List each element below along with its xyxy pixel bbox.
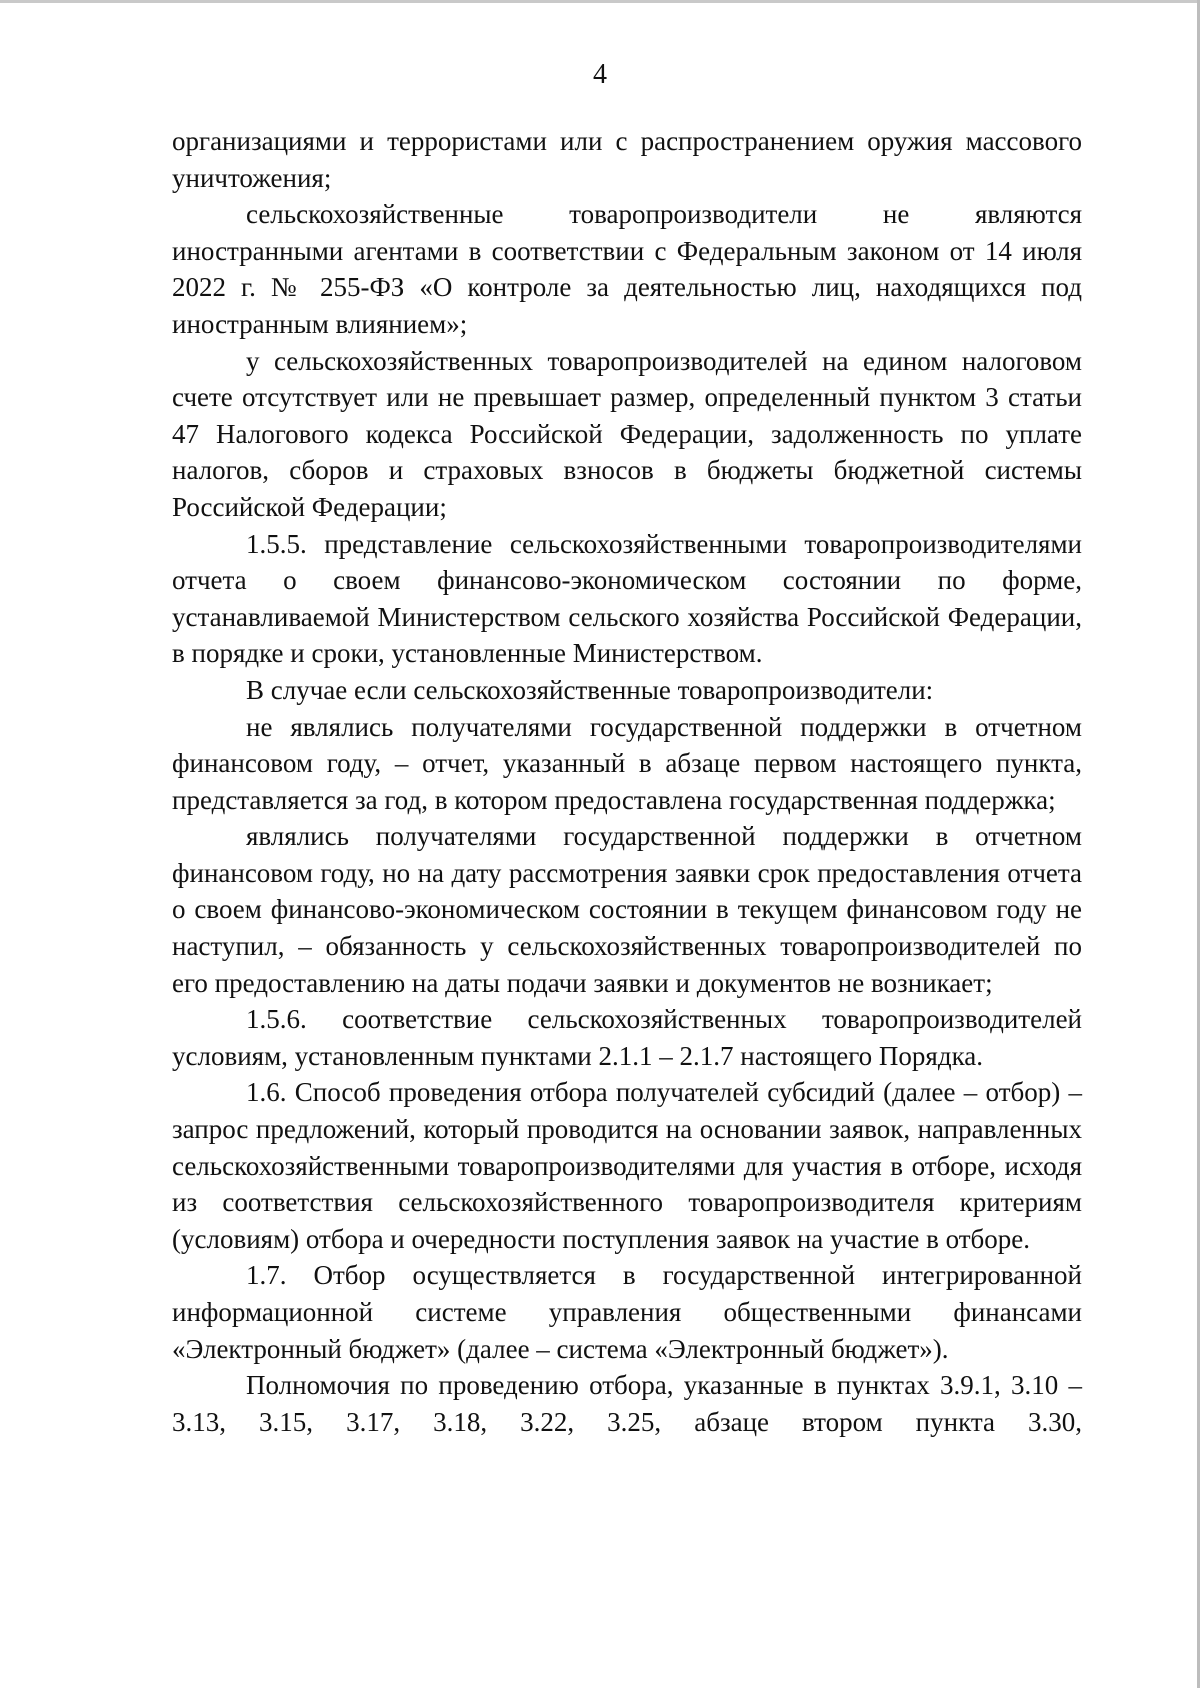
paragraph-were-recipients: являлись получателями государственной поддержки в отчетном финансовом году, но на дату рассмотрения заявки срок предоставления отчета о своем финансово-экономическом состоянии в текущем финансовом году не наступил, – обязанность у сельскохозяйственных товаропроизводителей по его предоставлению на даты подачи заявки и документов не возникает; — [172, 821, 1082, 998]
paragraph-continuation: организациями и террористами или с распространением оружия массового уничтожения; — [172, 126, 1082, 193]
paragraph-in-case: В случае если сельскохозяйственные товаропроизводители: — [246, 674, 934, 705]
paragraph-tax-debt: у сельскохозяйственных товаропроизводителей на едином налоговом счете отсутствует или не превышает размер, определенный пунктом 3 статьи 47 Налогового кодекса Российской Федерации, задолженность по уплате налогов, сборов и страховых взносов в бюджеты бюджетной системы Российской Федерации; — [172, 345, 1082, 522]
document-body — [172, 123, 1082, 1440]
paragraph-not-foreign-agents: сельскохозяйственные товаропроизводители не являются иностранными агентами в соответствии с Федеральным законом от 14 июля 2022 г. № 255-ФЗ «О контроле за деятельностью лиц, находящихся под иностранным влиянием»; — [172, 199, 1082, 339]
paragraph-powers: Полномочия по проведению отбора, указанные в пунктах 3.9.1, 3.10 – 3.13, 3.15, 3.17, 3.18, 3.22, 3.25, абзаце втором пункта 3.30, — [172, 1370, 1082, 1437]
paragraph-1-5-5: 1.5.5. представление сельскохозяйственными товаропроизводителями отчета о своем финансово-экономическом состоянии по форме, устанавливаемой Министерством сельского хозяйства Российской Федерации, в порядке и сроки, установленные Министерством. — [172, 528, 1082, 669]
paragraph-not-recipients: не являлись получателями государственной поддержки в отчетном финансовом году, – отчет, указанный в абзаце первом настоящего пункта, представляется за год, в котором предоставлена государственная поддержка; — [172, 711, 1082, 815]
paragraph-1-5-6: 1.5.6. соответствие сельскохозяйственных товаропроизводителей условиям, установленным пунктами 2.1.1 – 2.1.7 настоящего Порядка. — [172, 1004, 1082, 1071]
paragraph-1-6: 1.6. Способ проведения отбора получателей субсидий (далее – отбор) – запрос предложений, который проводится на основании заявок, направленных сельскохозяйственными товаропроизводителями для участия в отборе, исходя из соответствия сельскохозяйственного товаропроизводителя критериям (условиям) отбора и очередности поступления заявок на участие в отборе. — [172, 1077, 1082, 1254]
scan-edge-top — [0, 0, 1200, 3]
paragraph-1-7: 1.7. Отбор осуществляется в государственной интегрированной информационной системе управления общественными финансами «Электронный бюджет» (далее – система «Электронный бюджет»). — [172, 1260, 1082, 1364]
page-number: 4 — [593, 59, 607, 90]
